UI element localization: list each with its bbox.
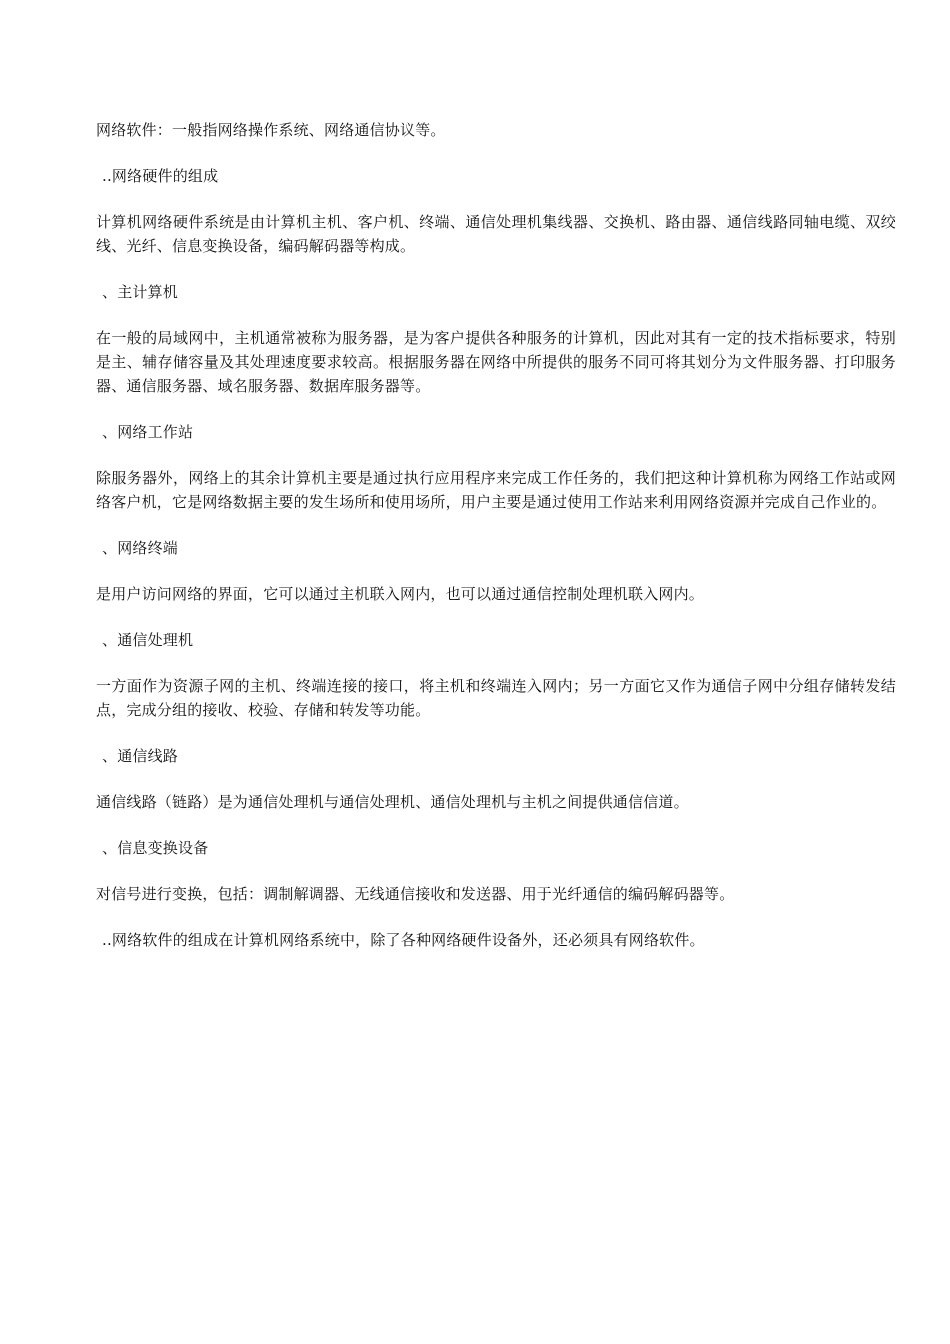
- paragraph-information-conversion: 对信号进行变换，包括：调制解调器、无线通信接收和发送器、用于光纤通信的编码解码器等。: [96, 885, 735, 903]
- document-page: [96, 118, 896, 974]
- heading-host-computer: 、主计算机: [102, 283, 179, 301]
- paragraph-network-software-definition: 网络软件：一般指网络操作系统、网络通信协议等。: [96, 121, 446, 139]
- heading-communication-line: 、通信线路: [102, 747, 179, 765]
- paragraph-communication-processor: 一方面作为资源子网的主机、终端连接的接口，将主机和终端连入网内；另一方面它又作为通信子网中分组存储转发结点，完成分组的接收、校验、存储和转发等功能。: [96, 677, 896, 719]
- paragraph-workstation: 除服务器外，网络上的其余计算机主要是通过执行应用程序来完成工作任务的，我们把这种计算机称为网络工作站或网络客户机，它是网络数据主要的发生场所和使用场所，用户主要是通过使用工作站来利用网络资源并完成自己作业的。: [96, 469, 896, 511]
- paragraph-terminal: 是用户访问网络的界面，它可以通过主机联入网内，也可以通过通信控制处理机联入网内。: [96, 585, 705, 603]
- paragraph-hardware-system: 计算机网络硬件系统是由计算机主机、客户机、终端、通信处理机集线器、交换机、路由器、通信线路同轴电缆、双绞线、光纤、信息变换设备，编码解码器等构成。: [96, 213, 896, 255]
- paragraph-communication-line: 通信线路（链路）是为通信处理机与通信处理机、通信处理机与主机之间提供通信信道。: [96, 793, 689, 811]
- heading-terminal: 、网络终端: [102, 539, 179, 557]
- heading-software-composition: ..网络软件的组成在计算机网络系统中，除了各种网络硬件设备外，还必须具有网络软件。: [102, 931, 705, 949]
- heading-workstation: 、网络工作站: [102, 423, 194, 441]
- heading-hardware-composition: ..网络硬件的组成: [102, 167, 219, 185]
- heading-communication-processor: 、通信处理机: [102, 631, 194, 649]
- paragraph-host-computer: 在一般的局域网中，主机通常被称为服务器，是为客户提供各种服务的计算机，因此对其有一定的技术指标要求，特别是主、辅存储容量及其处理速度要求较高。根据服务器在网络中所提供的服务不同可将其划分为文件服务器、打印服务器、通信服务器、域名服务器、数据库服务器等。: [96, 329, 896, 395]
- heading-information-conversion: 、信息变换设备: [102, 839, 209, 857]
